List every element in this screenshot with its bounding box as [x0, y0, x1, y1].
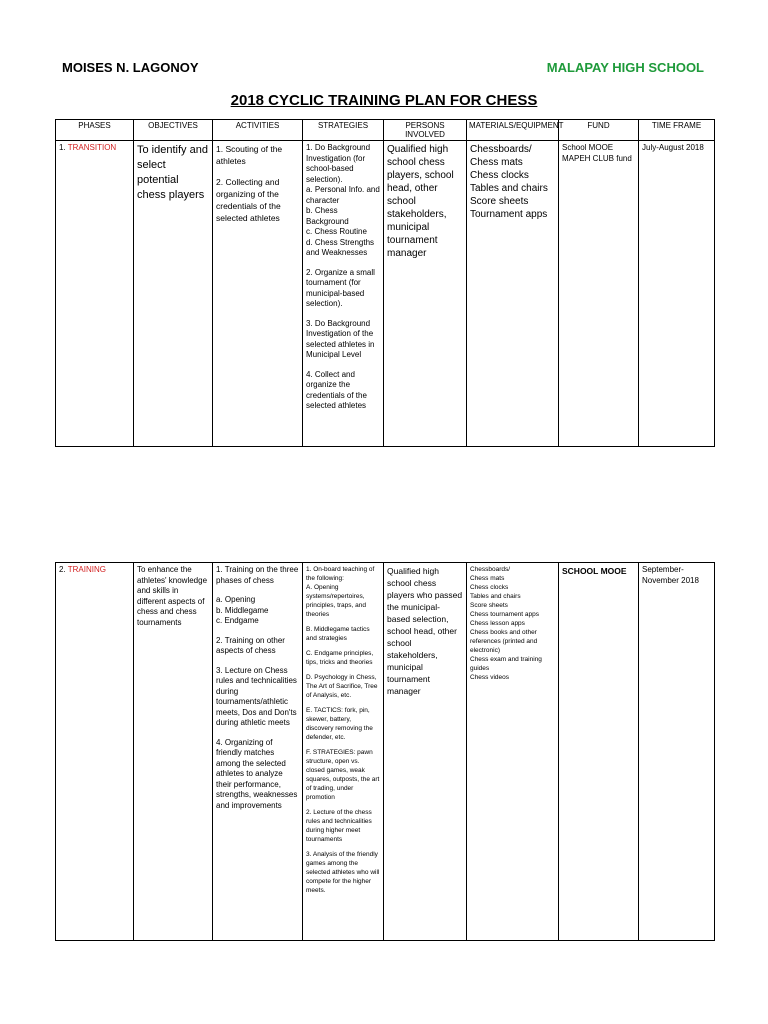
material-item: Tables and chairs [470, 183, 548, 194]
phase-number: 1. [59, 143, 66, 152]
strategy-item: D. Psychology in Chess, The Art of Sacrifice, Tree of Analysis, etc. [306, 674, 378, 699]
strategy-item: A. Opening systems/repertoires, principles, traps, and theories [306, 584, 366, 618]
material-item: Chess books and other references (printed and electronic) [470, 629, 538, 654]
materials-cell [467, 141, 559, 447]
fund-cell [559, 141, 639, 447]
strategies-cell [303, 141, 384, 447]
phase-name: TRAINING [67, 565, 106, 574]
material-item: Chess clocks [470, 170, 529, 181]
training-plan-table-training [55, 562, 715, 941]
document-title: 2018 CYCLIC TRAINING PLAN FOR CHESS [230, 92, 538, 109]
column-header-phases: PHASES [56, 120, 134, 141]
activity-item: 1. Training on the three phases of chess [216, 565, 299, 585]
material-item: Chess videos [470, 674, 510, 681]
phase-cell [56, 141, 134, 447]
activities-cell [213, 141, 303, 447]
material-item: Chess clocks [470, 584, 509, 591]
table-row [56, 141, 715, 447]
material-item: Chess mats [470, 575, 505, 582]
timeframe-cell: July-August 2018 [639, 141, 715, 447]
material-item: Tables and chairs [470, 593, 521, 600]
material-item: Chess mats [470, 157, 523, 168]
activity-item: 3. Lecture on Chess rules and technicalities during tournaments/athletic meets, Dos and Don'ts during athletic meets [216, 665, 297, 727]
fund-item: MAPEH CLUB fund [562, 153, 632, 163]
strategies-cell [303, 563, 384, 941]
column-header-objectives: OBJECTIVES [134, 120, 213, 141]
column-header-strategies: STRATEGIES [303, 120, 384, 141]
school-name: MALAPAY HIGH SCHOOL [546, 60, 704, 75]
strategy-item: E. TACTICS: fork, pin, skewer, battery, discovery removing the defender, etc. [306, 707, 373, 741]
author-name: MOISES N. LAGONOY [62, 60, 199, 75]
objective-cell: To identify and select potential chess players [134, 141, 213, 447]
strategy-item: 1. On-board teaching of the following: [306, 566, 375, 582]
strategy-item: 2. Lecture of the chess rules and technicalities during higher meet tournaments [306, 809, 372, 843]
persons-cell: Qualified high school chess players, school head, other school stakeholders, municipal tournament manager [384, 141, 467, 447]
strategy-item: d. Chess Strengths and Weaknesses [306, 237, 375, 257]
column-header-fund: FUND [559, 120, 639, 141]
activity-item: 2. Training on other aspects of chess [216, 635, 285, 655]
material-item: Score sheets [470, 196, 529, 207]
table-row [56, 563, 715, 941]
strategy-item: c. Chess Routine [306, 227, 367, 236]
material-item: Chess exam and training guides [470, 656, 542, 672]
activity-item: 1. Scouting of the athletes [216, 144, 283, 166]
strategy-item: a. Personal Info. and character [306, 185, 380, 205]
material-item: Chess lesson apps [470, 620, 525, 627]
phase-cell [56, 563, 134, 941]
material-item: Chessboards/ [470, 566, 511, 573]
objective-cell: To enhance the athletes' knowledge and skills in different aspects of chess and chess tournaments [134, 563, 213, 941]
strategy-item: 3. Do Background Investigation of the selected athletes in Municipal Level [306, 318, 375, 359]
activity-item: 4. Organizing of friendly matches among the selected athletes to analyze their performance, strengths, weaknesses and improvements [216, 737, 298, 810]
materials-cell [467, 563, 559, 941]
fund-cell: SCHOOL MOOE [559, 563, 639, 941]
strategy-item: F. STRATEGIES: pawn structure, open vs. closed games, weak squares, outposts, the art of trading, under promotion [306, 749, 380, 801]
strategy-item: 1. Do Background Investigation (for school-based selection). [306, 143, 371, 184]
strategy-item: B. Middlegame tactics and strategies [306, 626, 370, 642]
strategy-item: b. Chess Background [306, 206, 349, 226]
training-plan-table-transition [55, 119, 715, 447]
activity-item: 2. Collecting and organizing of the credentials of the selected athletes [216, 177, 281, 223]
timeframe-cell: September-November 2018 [639, 563, 715, 941]
strategy-item: 3. Analysis of the friendly games among the selected athletes who will compete for the higher meets. [306, 851, 380, 894]
column-header-activities: ACTIVITIES [213, 120, 303, 141]
strategy-item: 4. Collect and organize the credentials of the selected athletes [306, 369, 367, 410]
activity-item: b. Middlegame [216, 605, 269, 615]
activities-cell [213, 563, 303, 941]
strategy-item: 2. Organize a small tournament (for municipal-based selection). [306, 267, 375, 308]
material-item: Chess tournament apps [470, 611, 540, 618]
strategy-item: C. Endgame principles, tips, tricks and theories [306, 650, 374, 666]
column-header-materials: MATERIALS/EQUIPMENT [467, 120, 559, 141]
column-header-timeframe: TIME FRAME [639, 120, 715, 141]
phase-name: TRANSITION [67, 143, 117, 152]
material-item: Score sheets [470, 602, 508, 609]
material-item: Tournament apps [470, 209, 548, 220]
column-header-persons: PERSONS INVOLVED [384, 120, 467, 141]
fund-item: School MOOE [562, 143, 614, 152]
phase-number: 2. [59, 565, 66, 574]
table-header-row [56, 120, 715, 141]
activity-item: a. Opening [216, 595, 256, 604]
persons-cell: Qualified high school chess players who passed the municipal-based selection, school head, other school stakeholders, municipal tournament manager [384, 563, 467, 941]
material-item: Chessboards/ [470, 144, 532, 155]
activity-item: c. Endgame [216, 616, 259, 625]
